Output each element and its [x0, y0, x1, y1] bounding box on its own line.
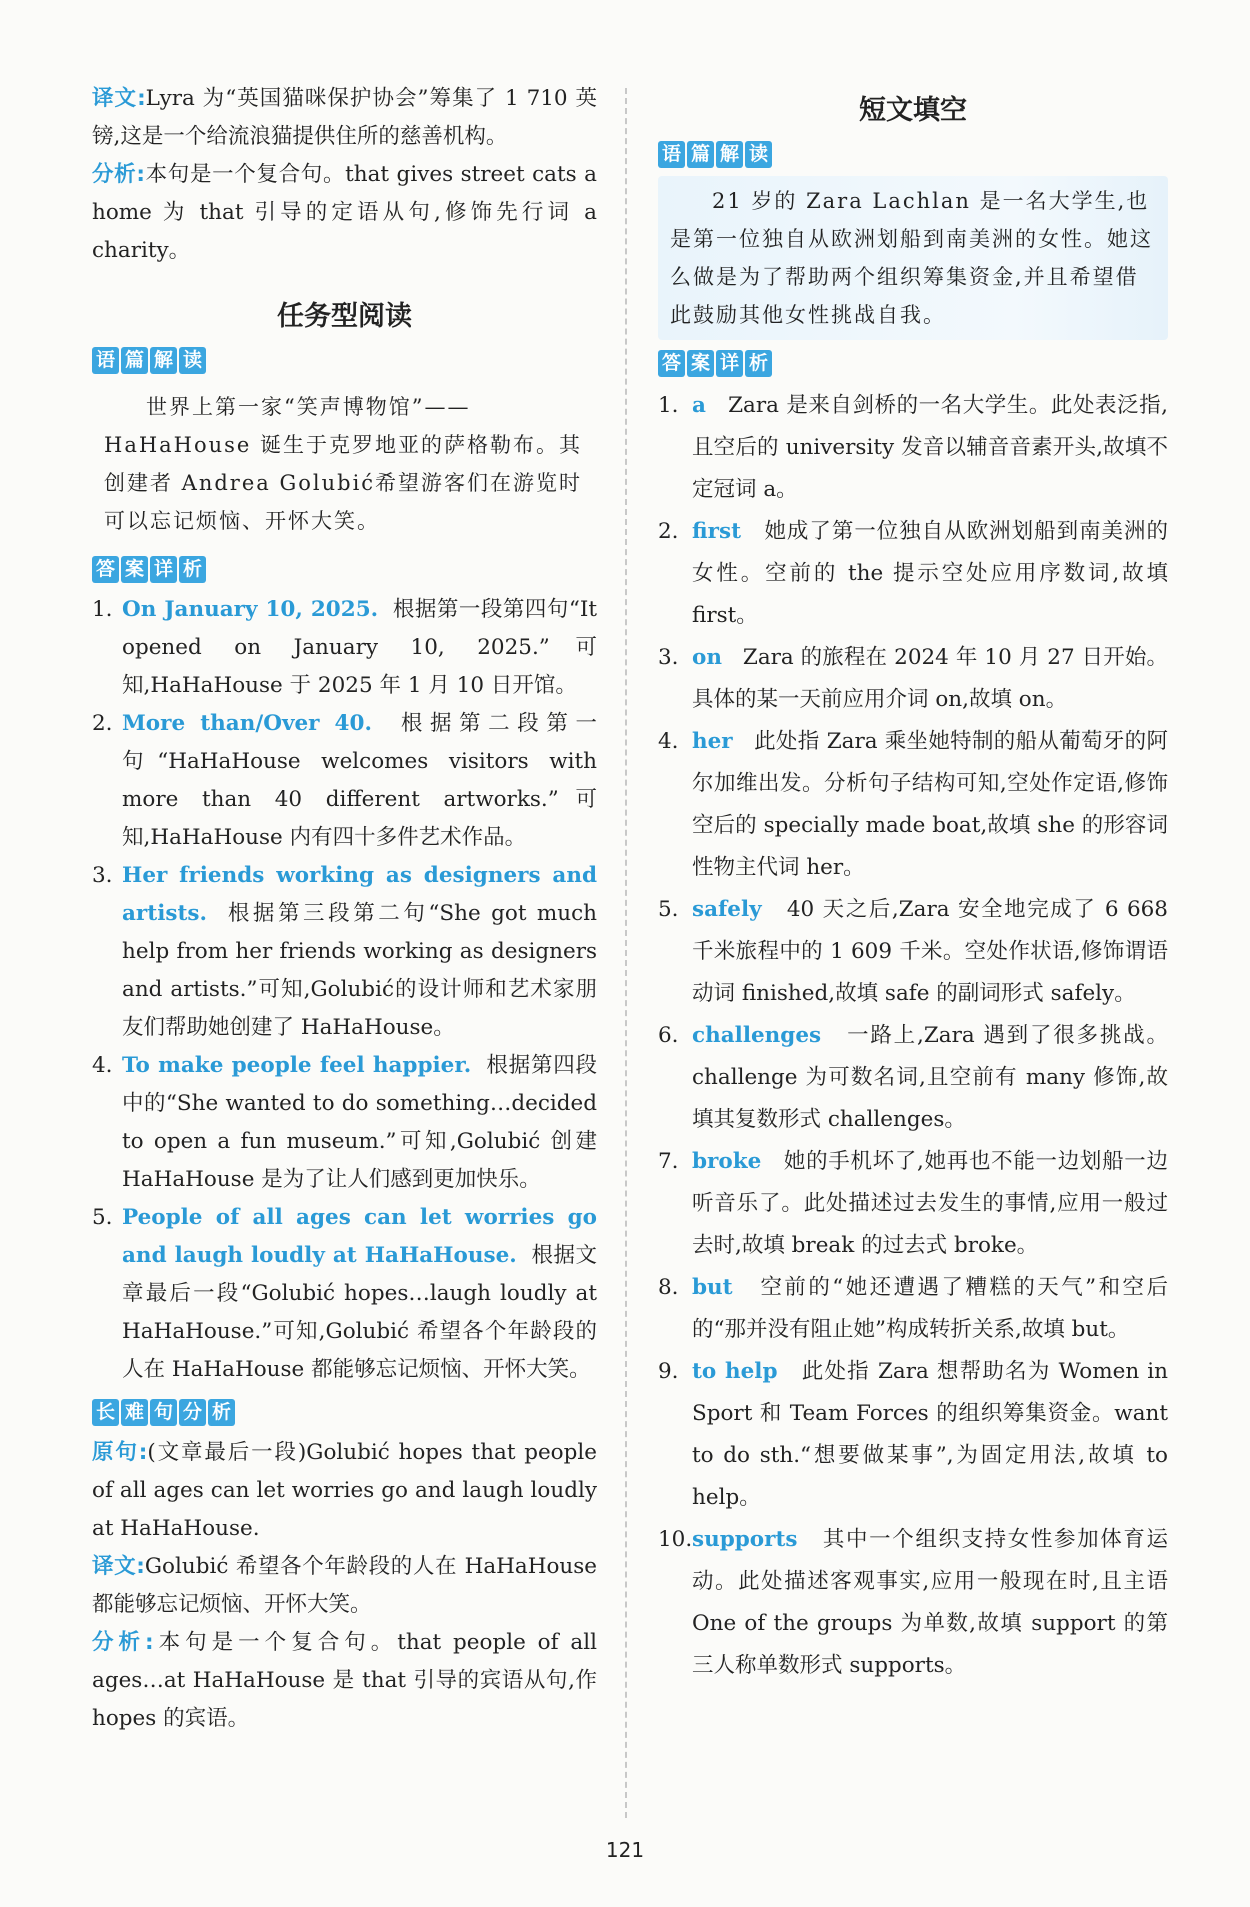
tag-char: 句 — [150, 1399, 177, 1426]
answer-item — [658, 511, 1168, 637]
answer-explanation: 她的手机坏了,她再也不能一边划船一边听音乐了。此处描述过去发生的事情,应用一般过去时,故填 break 的过去式 broke。 — [692, 1149, 1168, 1258]
intro-analysis-text: 本句是一个复合句。that gives street cats a home 为 that 引导的定语从句,修饰先行词 a charity。 — [92, 162, 597, 263]
label-analysis: 分析: — [92, 1630, 154, 1655]
answer-number: 5. — [92, 1205, 113, 1230]
left-column — [92, 80, 597, 1738]
sentence-analysis — [92, 1624, 597, 1738]
label-original: 原句: — [92, 1440, 148, 1465]
answer-explanation: 此处指 Zara 想帮助名为 Women in Sport 和 Team Forces 的组织筹集资金。want to do sth.“想要做某事”,为固定用法,故填 to help。 — [692, 1359, 1168, 1510]
section-title-task-reading: 任务型阅读 — [277, 301, 412, 332]
answer-list — [658, 385, 1168, 1687]
answer-item — [658, 889, 1168, 1015]
answer-number: 6. — [658, 1023, 679, 1048]
answer-item — [658, 1351, 1168, 1519]
answer-explanation: 此处指 Zara 乘坐她特制的船从葡萄牙的阿尔加维出发。分析句子结构可知,空处作定语,修饰空后的 specially made boat,故填 she 的形容词性物主代词 her。 — [692, 729, 1168, 880]
answer-key: to help — [692, 1359, 778, 1384]
answer-key: People of all ages can let worries go and laugh loudly at HaHaHouse. — [122, 1205, 597, 1268]
original-sentence — [92, 1434, 597, 1548]
tag-discourse-reading — [658, 141, 1168, 168]
page-number: 121 — [605, 1838, 645, 1862]
label-translation: 译文: — [92, 86, 146, 111]
answer-key: On January 10, 2025. — [122, 597, 379, 622]
answer-key: More than/Over 40. — [122, 711, 372, 736]
intro-translation — [92, 80, 597, 156]
tag-char: 答 — [658, 350, 685, 377]
answer-explanation: 一路上,Zara 遇到了很多挑战。challenge 为可数名词,且空前有 many 修饰,故填其复数形式 challenges。 — [692, 1023, 1168, 1132]
answer-item — [658, 637, 1168, 721]
answer-explanation: 根据第三段第二句“She got much help from her friends working as designers and artists.”可知,Golubić的设计师和艺术家朋友们帮助她创建了 HaHaHouse。 — [122, 901, 597, 1040]
column-divider — [625, 88, 627, 1818]
answer-item — [92, 857, 597, 1047]
tag-char: 答 — [92, 556, 119, 583]
tag-char: 读 — [745, 141, 772, 168]
answer-item — [658, 721, 1168, 889]
answer-number: 4. — [658, 729, 679, 754]
answer-item — [92, 1047, 597, 1199]
answer-explanation: 空前的“她还遭遇了糟糕的天气”和空后的“那并没有阻止她”构成转折关系,故填 but。 — [692, 1275, 1168, 1342]
right-column — [658, 80, 1168, 1687]
answer-explanation: 40 天之后,Zara 安全地完成了 6 668 千米旅程中的 1 609 千米。空处作状语,修饰谓语动词 finished,故填 safe 的副词形式 safely。 — [692, 897, 1168, 1006]
answer-number: 1. — [92, 597, 113, 622]
tag-char: 分 — [179, 1399, 206, 1426]
answer-key: broke — [692, 1149, 762, 1174]
answer-explanation: Zara 是来自剑桥的一名大学生。此处表泛指,且空后的 university 发音以辅音音素开头,故填不定冠词 a。 — [692, 393, 1168, 502]
tag-discourse-reading — [92, 347, 597, 374]
answer-number: 10. — [658, 1527, 693, 1552]
answer-item — [658, 1141, 1168, 1267]
tag-char: 解 — [150, 347, 177, 374]
answer-number: 3. — [92, 863, 113, 888]
answer-item — [92, 705, 597, 857]
answer-number: 1. — [658, 393, 679, 418]
answer-number: 2. — [92, 711, 113, 736]
section-title-cloze: 短文填空 — [859, 95, 967, 126]
label-translation: 译文: — [92, 1554, 145, 1579]
answer-number: 4. — [92, 1053, 113, 1078]
answer-explanation: Zara 的旅程在 2024 年 10 月 27 日开始。具体的某一天前应用介词 on,故填 on。 — [692, 645, 1168, 712]
answer-number: 3. — [658, 645, 679, 670]
passage-summary: 21 岁的 Zara Lachlan 是一名大学生,也是第一位独自从欧洲划船到南美洲的女性。她这么做是为了帮助两个组织筹集资金,并且希望借此鼓励其他女性挑战自我。 — [658, 176, 1168, 340]
tag-char: 析 — [179, 556, 206, 583]
answer-explanation: 根据文章最后一段“Golubić hopes…laugh loudly at HaHaHouse.”可知,Golubić 希望各个年龄段的人在 HaHaHouse 都能够忘记烦恼、开怀大笑。 — [122, 1243, 598, 1382]
sentence-translation-text: Golubić 希望各个年龄段的人在 HaHaHouse 都能够忘记烦恼、开怀大笑。 — [92, 1554, 597, 1617]
tag-long-sentence-analysis — [92, 1399, 597, 1426]
tag-char: 详 — [150, 556, 177, 583]
answer-key: supports — [692, 1527, 798, 1552]
answer-explanation: 根据第四段中的“She wanted to do something…decided to open a fun museum.”可知,Golubić 创建 HaHaHouse 是为了让人们感到更加快乐。 — [122, 1053, 597, 1192]
answer-key: her — [692, 729, 733, 754]
tag-char: 篇 — [687, 141, 714, 168]
answer-key: on — [692, 645, 722, 670]
sentence-translation — [92, 1548, 597, 1624]
answer-item — [92, 591, 597, 705]
answer-key: To make people feel happier. — [122, 1053, 472, 1078]
tag-char: 详 — [716, 350, 743, 377]
tag-answer-details — [658, 350, 1168, 377]
tag-char: 篇 — [121, 347, 148, 374]
tag-char: 案 — [687, 350, 714, 377]
tag-char: 读 — [179, 347, 206, 374]
tag-char: 语 — [658, 141, 685, 168]
sentence-analysis-text: 本句是一个复合句。that people of all ages…at HaHaHouse 是 that 引导的宾语从句,作 hopes 的宾语。 — [92, 1630, 597, 1731]
answer-key: Her friends working as designers and artists. — [122, 863, 597, 926]
answer-number: 2. — [658, 519, 679, 544]
answer-explanation: 根据第二段第一句“HaHaHouse welcomes visitors with more than 40 different artworks.”可知,HaHaHouse 内有四十多件艺术作品。 — [122, 711, 597, 850]
intro-analysis — [92, 156, 597, 270]
answer-number: 7. — [658, 1149, 679, 1174]
answer-item — [92, 1199, 597, 1389]
tag-answer-details — [92, 556, 597, 583]
answer-item — [658, 1519, 1168, 1687]
answer-explanation: 其中一个组织支持女性参加体育运动。此处描述客观事实,应用一般现在时,且主语 One of the groups 为单数,故填 support 的第三人称单数形式 supports。 — [692, 1527, 1168, 1678]
answer-explanation: 她成了第一位独自从欧洲划船到南美洲的女性。空前的 the 提示空处应用序数词,故填 first。 — [692, 519, 1168, 628]
tag-char: 语 — [92, 347, 119, 374]
passage-summary: 世界上第一家“笑声博物馆”——HaHaHouse 诞生于克罗地亚的萨格勒布。其创建者 Andrea Golubić希望游客们在游览时可以忘记烦恼、开怀大笑。 — [104, 395, 583, 533]
tag-char: 案 — [121, 556, 148, 583]
intro-translation-text: Lyra 为“英国猫咪保护协会”筹集了 1 710 英镑,这是一个给流浪猫提供住所的慈善机构。 — [92, 86, 597, 149]
answer-item — [658, 385, 1168, 511]
answer-key: a — [692, 393, 706, 418]
answer-list — [92, 591, 597, 1389]
tag-char: 难 — [121, 1399, 148, 1426]
answer-number: 5. — [658, 897, 679, 922]
answer-key: safely — [692, 897, 762, 922]
answer-item — [658, 1267, 1168, 1351]
tag-char: 析 — [745, 350, 772, 377]
answer-key: but — [692, 1275, 733, 1300]
label-analysis: 分析: — [92, 162, 145, 187]
answer-item — [658, 1015, 1168, 1141]
original-sentence-text: (文章最后一段)Golubić hopes that people of all ages can let worries go and laugh loudly at HaHaHouse. — [92, 1440, 597, 1541]
answer-number: 8. — [658, 1275, 679, 1300]
tag-char: 析 — [208, 1399, 235, 1426]
answer-key: first — [692, 519, 741, 544]
answer-key: challenges — [692, 1023, 822, 1048]
answer-number: 9. — [658, 1359, 679, 1384]
tag-char: 长 — [92, 1399, 119, 1426]
answer-explanation: 根据第一段第四句“It opened on January 10, 2025.”可知,HaHaHouse 于 2025 年 1 月 10 日开馆。 — [122, 597, 597, 698]
tag-char: 解 — [716, 141, 743, 168]
